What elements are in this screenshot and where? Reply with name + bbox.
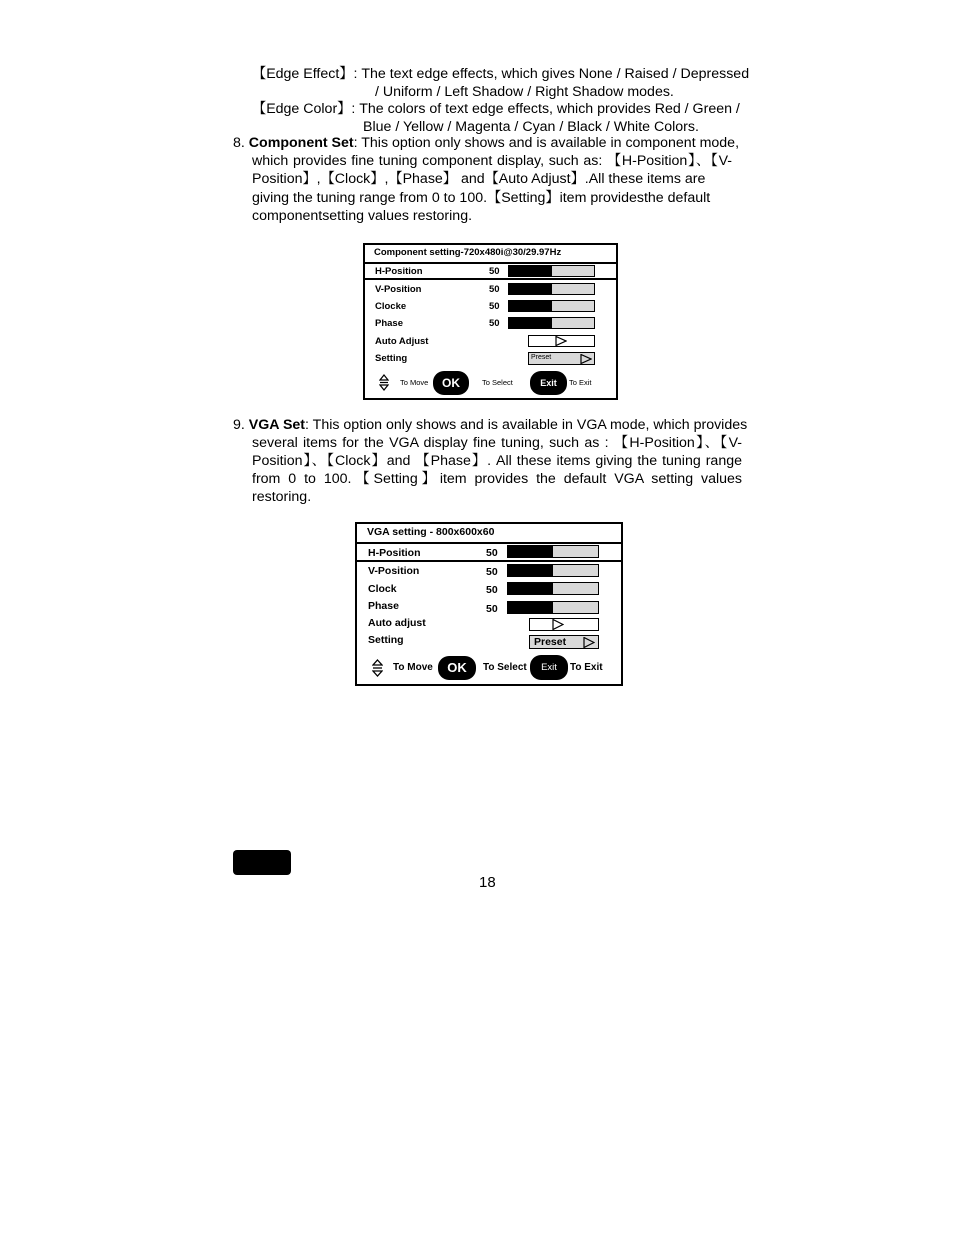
component-h-position-slider[interactable] <box>508 265 595 277</box>
component-set-line-3: Position】,【Clock】,【Phase】 and【Auto Adjust】.All these items are <box>252 171 706 187</box>
component-clock-slider[interactable] <box>508 300 595 312</box>
vga-menu-header <box>357 524 621 544</box>
vga-clock-label: Clock <box>368 583 397 595</box>
component-setting-label: Setting <box>375 353 408 364</box>
component-set-line-2: which provides fine tuning component display, such as: 【H-Position】、【V- <box>252 153 732 169</box>
component-phase-value: 50 <box>489 318 500 329</box>
component-set-paragraph-line-1 <box>233 135 739 152</box>
vga-phase-slider[interactable] <box>507 601 599 614</box>
component-set-text-1: : This option only shows and is available in component mode, <box>353 135 740 151</box>
edge-color-line-2: Blue / Yellow / Magenta / Cyan / Black / White Colors. <box>363 119 699 135</box>
vga-clock-slider[interactable] <box>507 582 599 595</box>
vga-menu-title: VGA setting - 800x600x60 <box>367 526 495 538</box>
vga-to-move-text: To Move <box>393 662 433 673</box>
component-to-move-text: To Move <box>400 378 429 387</box>
vga-auto-adjust-button[interactable] <box>529 618 599 631</box>
edge-color-line-1: 【Edge Color】: The colors of text edge effects, which provides Red / Green / <box>252 101 740 117</box>
edge-effect-line-1: 【Edge Effect】: The text edge effects, which gives None / Raised / Depressed <box>252 66 750 82</box>
component-h-position-label: H-Position <box>375 266 423 277</box>
vga-set-line-3: Position】、【Clock】and 【Phase】. All these items giving the tuning range <box>252 453 742 469</box>
page-tab-marker <box>233 850 291 875</box>
play-arrow-icon <box>555 336 567 346</box>
vga-exit-button[interactable]: Exit <box>530 655 568 680</box>
component-menu-title: Component setting-720x480i@30/29.97Hz <box>374 247 562 258</box>
component-phase-label: Phase <box>375 318 403 329</box>
vga-v-position-label: V-Position <box>368 565 420 577</box>
up-down-arrows-icon <box>379 374 389 391</box>
vga-h-position-slider[interactable] <box>507 545 599 558</box>
vga-set-text-1: : This option only shows and is available in VGA mode, which provides <box>305 417 748 433</box>
vga-phase-label: Phase <box>368 600 399 612</box>
vga-preset-button[interactable] <box>529 635 599 649</box>
vga-set-number: 9. <box>233 417 245 433</box>
vga-clock-value: 50 <box>486 584 498 596</box>
component-to-select-text: To Select <box>482 378 513 387</box>
component-phase-slider[interactable] <box>508 317 595 329</box>
component-to-exit-text: To Exit <box>569 378 592 387</box>
component-clock-label: Clocke <box>375 301 407 312</box>
component-auto-adjust-label: Auto Adjust <box>375 336 429 347</box>
component-preset-button[interactable] <box>528 352 595 365</box>
play-arrow-icon <box>552 619 564 630</box>
play-arrow-icon <box>580 354 592 364</box>
component-preset-label: Preset <box>531 354 552 361</box>
vga-to-select-text: To Select <box>483 662 527 673</box>
component-setting-menu <box>363 243 618 400</box>
vga-to-exit-text: To Exit <box>570 662 603 673</box>
edge-effect-line-2: / Uniform / Left Shadow / Right Shadow modes. <box>375 84 674 100</box>
vga-auto-adjust-label: Auto adjust <box>368 617 426 629</box>
vga-setting-label: Setting <box>368 634 404 646</box>
component-set-title: Component Set <box>248 135 354 151</box>
component-set-line-4: giving the tuning range from 0 to 100.【Setting】item providesthe default <box>252 190 711 206</box>
page-number: 18 <box>479 874 496 891</box>
component-auto-adjust-button[interactable] <box>528 335 595 347</box>
vga-h-position-value: 50 <box>486 547 498 559</box>
vga-set-line-2: several items for the VGA display fine tuning, such as : 【H-Position】、【V- <box>252 435 742 451</box>
vga-set-paragraph-line-1 <box>233 417 747 434</box>
component-clock-value: 50 <box>489 301 500 312</box>
vga-set-line-5: restoring. <box>252 489 312 505</box>
component-set-line-5: componentsetting values restoring. <box>252 208 473 224</box>
component-ok-button[interactable]: OK <box>433 371 469 395</box>
vga-set-title: VGA Set <box>248 417 306 433</box>
vga-phase-value: 50 <box>486 603 498 615</box>
component-set-number: 8. <box>233 135 245 151</box>
vga-setting-menu <box>355 522 623 686</box>
vga-set-line-4: from 0 to 100.【Setting】item provides the default VGA setting values <box>252 471 742 487</box>
component-v-position-label: V-Position <box>375 284 422 295</box>
vga-v-position-slider[interactable] <box>507 564 599 577</box>
vga-h-position-label: H-Position <box>368 547 421 559</box>
vga-ok-button[interactable]: OK <box>438 656 476 680</box>
vga-v-position-value: 50 <box>486 566 498 578</box>
component-h-position-value: 50 <box>489 266 500 277</box>
play-arrow-icon <box>583 637 595 648</box>
component-v-position-value: 50 <box>489 284 500 295</box>
component-exit-button[interactable]: Exit <box>530 371 567 395</box>
vga-preset-label: Preset <box>534 636 567 648</box>
component-v-position-slider[interactable] <box>508 283 595 295</box>
up-down-arrows-icon <box>372 659 383 677</box>
